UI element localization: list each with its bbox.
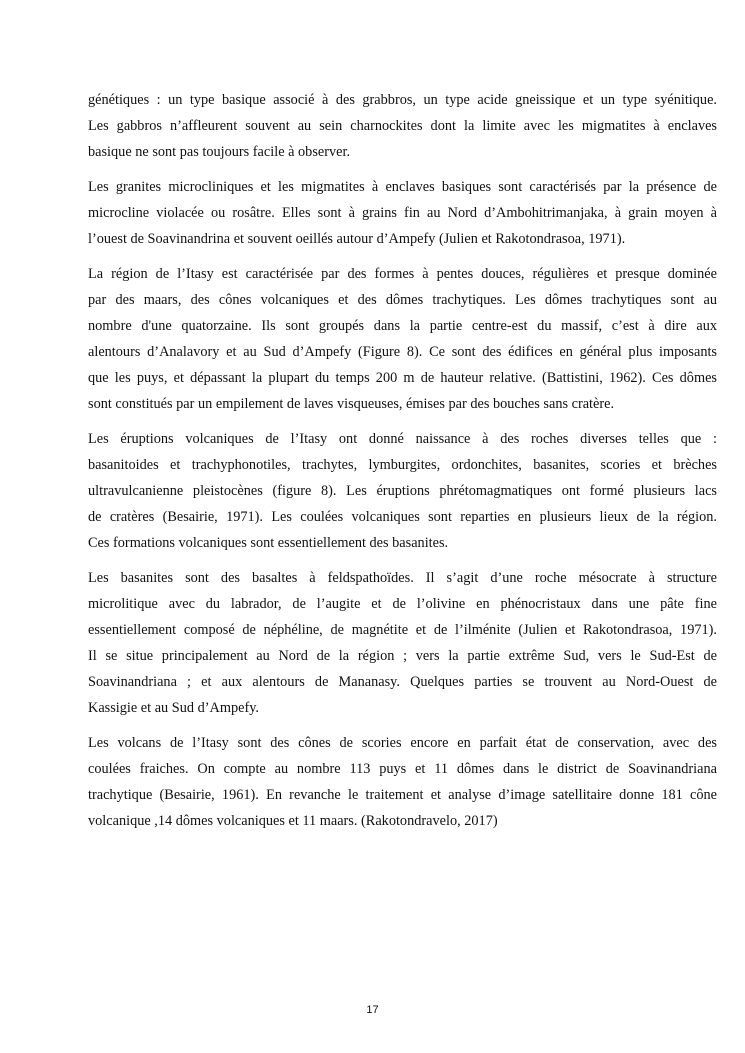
- text-line: Les gabbros n’affleurent souvent au sein charnockites dont la limite avec les migmatites à enclaves: [88, 118, 717, 134]
- text-line: microlitique avec du labrador, de l’augite et de l’olivine en phénocristaux dans une pâte fine: [88, 596, 717, 612]
- text-line: que les puys, et dépassant la plupart du temps 200 m de hauteur relative. (Battistini, 1962). Ces dômes: [88, 370, 717, 386]
- text-line: Ces formations volcaniques sont essentiellement des basanites.: [88, 535, 449, 551]
- text-line: microcline violacée ou rosâtre. Elles sont à grains fin au Nord d’Ambohitrimanjaka, à grain moyen à: [88, 205, 717, 221]
- text-line: de cratères (Besairie, 1971). Les coulées volcaniques sont reparties en plusieurs lieux de la région.: [88, 509, 717, 525]
- text-line: alentours d’Analavory et au Sud d’Ampefy (Figure 8). Ce sont des édifices en général plus imposants: [88, 344, 717, 360]
- text-line: essentiellement composé de néphéline, de magnétite et de l’ilménite (Julien et Rakotondrasoa, 1971).: [88, 622, 717, 638]
- paragraph: [88, 261, 717, 417]
- text-line: basique ne sont pas toujours facile à observer.: [88, 144, 351, 160]
- paragraph: [88, 174, 717, 252]
- document-body: [88, 87, 717, 843]
- text-line: par des maars, des cônes volcaniques et des dômes trachytiques. Les dômes trachytiques sont au: [88, 292, 717, 308]
- text-line: Les éruptions volcaniques de l’Itasy ont donné naissance à des roches diverses telles que :: [88, 431, 717, 447]
- text-line: génétiques : un type basique associé à des grabbros, un type acide gneissique et un type syénitique.: [88, 92, 717, 108]
- text-line: volcanique ,14 dômes volcaniques et 11 maars. (Rakotondravelo, 2017): [88, 813, 498, 829]
- text-line: Il se situe principalement au Nord de la région ; vers la partie extrême Sud, vers le Sud-Est de: [88, 648, 717, 664]
- text-line: Les volcans de l’Itasy sont des cônes de scories encore en parfait état de conservation, avec des: [88, 735, 717, 751]
- text-line: ultravulcanienne pleistocènes (figure 8). Les éruptions phrétomagmatiques ont formé plusieurs lacs: [88, 483, 717, 499]
- text-line: sont constitués par un empilement de laves visqueuses, émises par des bouches sans cratère.: [88, 396, 615, 412]
- text-line: Kassigie et au Sud d’Ampefy.: [88, 700, 259, 716]
- paragraph: [88, 426, 717, 556]
- text-line: Soavinandriana ; et aux alentours de Mananasy. Quelques parties se trouvent au Nord-Ouest de: [88, 674, 717, 690]
- text-line: coulées fraiches. On compte au nombre 113 puys et 11 dômes dans le district de Soavinandriana: [88, 761, 717, 777]
- text-line: Les granites microcliniques et les migmatites à enclaves basiques sont caractérisés par la présence de: [88, 179, 717, 195]
- text-line: basanitoides et trachyphonotiles, trachytes, lymburgites, ordonchites, basanites, scories et brèches: [88, 457, 717, 473]
- paragraph: [88, 87, 717, 165]
- text-line: l’ouest de Soavinandrina et souvent oeillés autour d’Ampefy (Julien et Rakotondrasoa, 1971).: [88, 231, 626, 247]
- paragraph: [88, 565, 717, 721]
- text-line: nombre d'une quatorzaine. Ils sont groupés dans la partie centre-est du massif, c’est à dire aux: [88, 318, 717, 334]
- text-line: La région de l’Itasy est caractérisée par des formes à pentes douces, régulières et presque dominée: [88, 266, 717, 282]
- text-line: Les basanites sont des basaltes à feldspathoïdes. Il s’agit d’une roche mésocrate à structure: [88, 570, 717, 586]
- text-line: trachytique (Besairie, 1961). En revanche le traitement et analyse d’image satellitaire donne 181 cône: [88, 787, 717, 803]
- page-number: 17: [366, 1004, 379, 1016]
- paragraph: [88, 730, 717, 834]
